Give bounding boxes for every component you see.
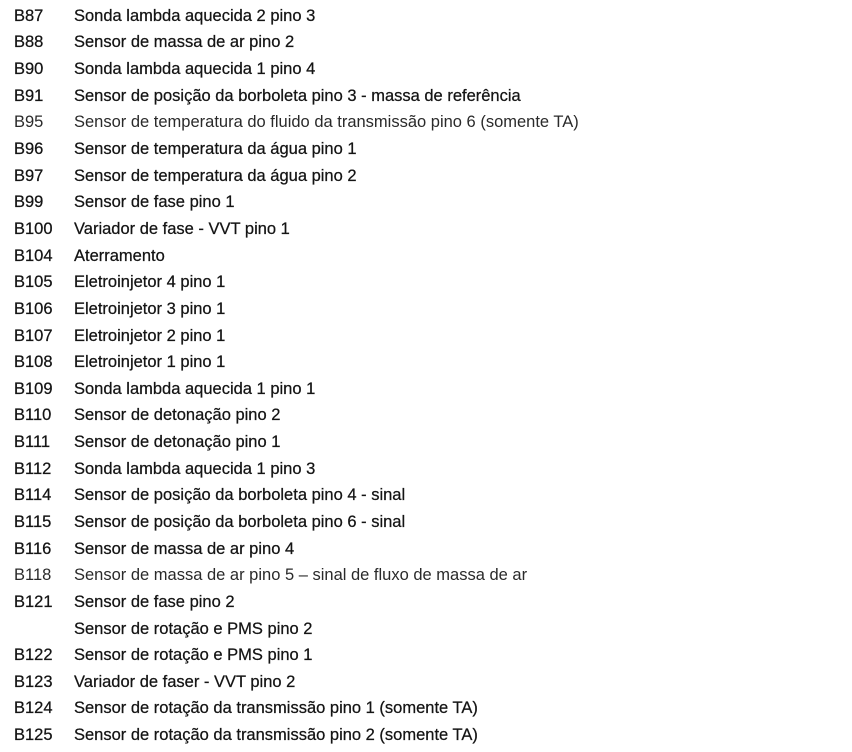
pin-row — [14, 216, 844, 243]
pin-code: B115 — [14, 512, 52, 531]
pin-description: Sensor de fase pino 1 — [74, 193, 235, 212]
pin-row — [14, 3, 844, 30]
pin-code: B97 — [14, 166, 44, 185]
pin-code: B108 — [14, 353, 53, 372]
pin-description: Sensor de posição da borboleta pino 4 - sinal — [74, 486, 406, 505]
pin-row — [14, 30, 844, 57]
pin-code: B122 — [14, 646, 53, 665]
pin-description: Variador de fase - VVT pino 1 — [74, 219, 290, 238]
pin-row — [14, 136, 844, 163]
pin-row — [14, 429, 844, 456]
pin-code: B96 — [14, 140, 44, 159]
pin-code: B121 — [14, 592, 53, 611]
pin-description: Sensor de massa de ar pino 5 – sinal de fluxo de massa de ar — [74, 566, 528, 585]
pin-code: B90 — [14, 60, 44, 79]
pin-description: Eletroinjetor 2 pino 1 — [74, 326, 226, 345]
pin-code: B109 — [14, 379, 53, 398]
pin-description: Sensor de posição da borboleta pino 6 - sinal — [74, 512, 406, 531]
pin-code: B114 — [14, 486, 52, 505]
pin-description: Eletroinjetor 3 pino 1 — [74, 299, 226, 318]
pin-description: Sensor de fase pino 2 — [74, 592, 235, 611]
pin-row — [14, 669, 844, 696]
pin-code: B104 — [14, 246, 53, 265]
pin-code: B107 — [14, 326, 53, 345]
pin-row — [14, 110, 844, 137]
pin-row — [14, 403, 844, 430]
pin-row — [14, 243, 844, 270]
pin-description: Sensor de detonação pino 1 — [74, 433, 281, 452]
pin-row — [14, 296, 844, 323]
pin-row — [14, 589, 844, 616]
pin-row — [14, 509, 844, 536]
pin-code: B116 — [14, 539, 52, 558]
pin-description: Sensor de rotação e PMS pino 1 — [74, 646, 313, 665]
pin-description: Sensor de massa de ar pino 2 — [74, 33, 295, 52]
pin-row — [14, 83, 844, 110]
pin-row — [14, 722, 844, 749]
pin-row — [14, 456, 844, 483]
pin-code: B111 — [14, 433, 51, 452]
pin-description: Sonda lambda aquecida 1 pino 3 — [74, 459, 316, 478]
pin-code: B91 — [14, 86, 44, 105]
pin-code: B125 — [14, 726, 53, 745]
pin-row — [14, 642, 844, 669]
pin-code: B106 — [14, 299, 53, 318]
pin-description: Sonda lambda aquecida 1 pino 4 — [74, 60, 316, 79]
pin-description: Sensor de rotação e PMS pino 2 — [74, 619, 313, 638]
pin-description: Sensor de massa de ar pino 4 — [74, 539, 295, 558]
pin-code: B118 — [14, 566, 52, 585]
pin-row — [14, 616, 844, 643]
pin-row — [14, 562, 844, 589]
pin-list — [14, 3, 844, 749]
pin-code: B87 — [14, 6, 44, 25]
pin-description: Variador de faser - VVT pino 2 — [74, 672, 296, 691]
pin-row — [14, 536, 844, 563]
pin-code: B124 — [14, 699, 53, 718]
pin-row — [14, 189, 844, 216]
pin-description: Sensor de rotação da transmissão pino 2 (somente TA) — [74, 726, 478, 745]
pin-code: B110 — [14, 406, 52, 425]
pin-row — [14, 349, 844, 376]
pin-row — [14, 483, 844, 510]
pin-description: Sensor de temperatura da água pino 2 — [74, 166, 357, 185]
pin-description: Sensor de posição da borboleta pino 3 - massa de referência — [74, 86, 521, 105]
pin-row — [14, 56, 844, 83]
pin-description: Sonda lambda aquecida 2 pino 3 — [74, 6, 316, 25]
pin-description: Eletroinjetor 1 pino 1 — [74, 353, 226, 372]
pin-code: B88 — [14, 33, 44, 52]
pin-row — [14, 696, 844, 723]
pin-description: Sensor de temperatura do fluido da transmissão pino 6 (somente TA) — [74, 113, 579, 132]
pin-code: B100 — [14, 219, 53, 238]
pin-row — [14, 376, 844, 403]
pin-row — [14, 323, 844, 350]
pin-code: B99 — [14, 193, 44, 212]
pin-code: B105 — [14, 273, 53, 292]
pin-description: Sensor de temperatura da água pino 1 — [74, 140, 357, 159]
pin-description: Sonda lambda aquecida 1 pino 1 — [74, 379, 316, 398]
pin-description: Aterramento — [74, 246, 165, 265]
pin-row — [14, 269, 844, 296]
pin-description: Sensor de rotação da transmissão pino 1 (somente TA) — [74, 699, 478, 718]
pin-description: Sensor de detonação pino 2 — [74, 406, 281, 425]
pin-description: Eletroinjetor 4 pino 1 — [74, 273, 226, 292]
pin-row — [14, 163, 844, 190]
pin-code: B95 — [14, 113, 44, 132]
pin-code: B112 — [14, 459, 52, 478]
pin-code: B123 — [14, 672, 53, 691]
